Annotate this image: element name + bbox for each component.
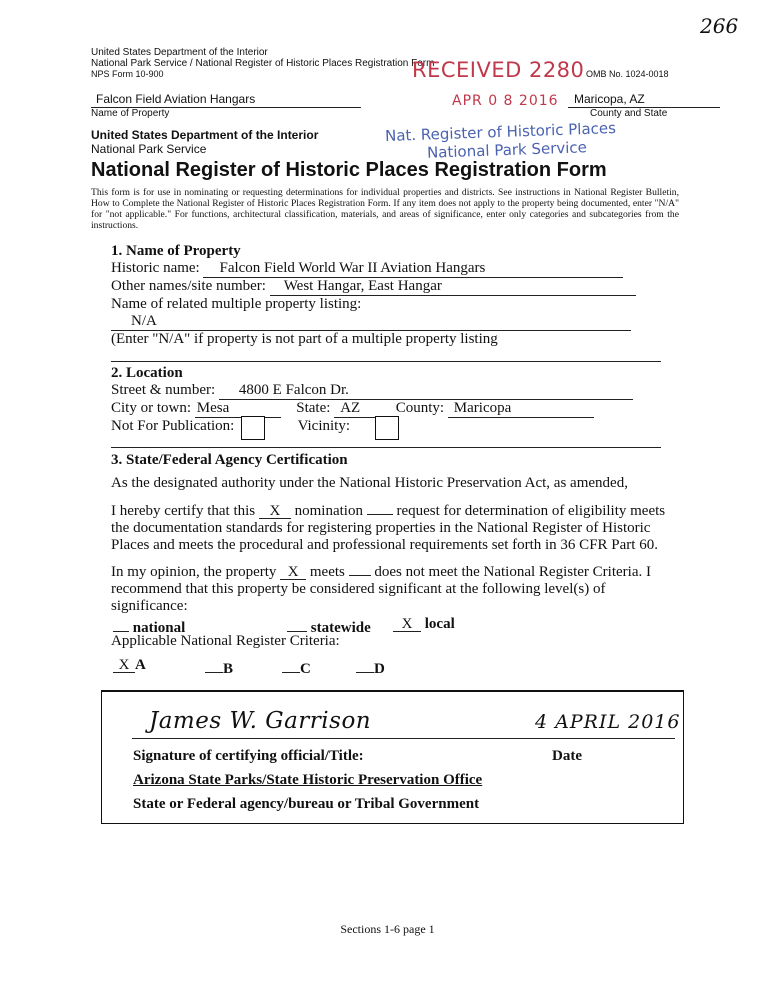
header-form-line: National Park Service / National Register of Historic Places Registration Form: [91, 58, 435, 69]
opinion-paragraph: [111, 560, 671, 615]
signature-label: Signature of certifying official/Title:: [133, 748, 364, 764]
opinion-text-rest1: recommend that this property be considered significant at the following level(s) of: [111, 581, 606, 597]
cert-text-b: nomination: [294, 503, 363, 519]
county-value: Maricopa: [448, 400, 594, 418]
meets-mark: X: [280, 564, 306, 580]
property-name-value: Falcon Field Aviation Hangars: [96, 92, 256, 106]
level-national: national: [132, 620, 186, 636]
criteria-c-blank: [282, 657, 300, 673]
other-names-value: West Hangar, East Hangar: [270, 278, 636, 296]
intro-text: This form is for use in nominating or requesting determinations for individual properties and districts. See instructions in National Register Bulletin, How to Complete the National Register of Historic Places Registration Form. If any item does not apply to the property being documented, enter "N/A" for "not applicable." For functions, architectural classification, materials, and areas of significance, enter only categories and subcategories from the instructions.: [91, 187, 679, 231]
section-3: [111, 452, 671, 615]
level-local: local: [424, 616, 455, 632]
criteria-a-mark: X: [113, 657, 135, 673]
cert-text-rest: the documentation standards for registering properties in the National Register of Historic Places and meets the procedural and professional requirements set forth in 36 CFR Part 60.: [111, 520, 658, 553]
statewide-blank: [287, 616, 307, 632]
state-value: AZ: [334, 400, 382, 418]
related-listing-note: (Enter "N/A" if property is not part of a multiple property listing: [111, 331, 498, 347]
related-listing-label: Name of related multiple property listing:: [111, 296, 362, 312]
opinion-text-a: In my opinion, the property: [111, 564, 277, 580]
criteria-b: B: [223, 661, 234, 677]
levels-row: [111, 616, 671, 634]
property-name-label: Name of Property: [91, 108, 170, 119]
request-blank: [367, 499, 393, 515]
city-value: Mesa: [195, 400, 281, 418]
street-value: 4800 E Falcon Dr.: [219, 382, 633, 400]
cert-text-c: request for determination of eligibility meets: [396, 503, 666, 519]
historic-name-value: Falcon Field World War II Aviation Hangars: [203, 260, 623, 278]
certification-paragraph: [111, 499, 671, 554]
criteria-label: Applicable National Register Criteria:: [111, 633, 340, 649]
vicinity-label: Vicinity:: [297, 418, 351, 434]
office-name: Arizona State Parks/State Historic Preservation Office: [133, 772, 483, 788]
section-3-heading: 3. State/Federal Agency Certification: [111, 452, 348, 468]
agency-line-1: United States Department of the Interior: [91, 128, 319, 142]
header-dept: United States Department of the Interior: [91, 47, 268, 58]
criteria-b-blank: [205, 657, 223, 673]
criteria-d-blank: [356, 657, 374, 673]
section-1: [111, 243, 671, 348]
certification-authority: As the designated authority under the National Historic Preservation Act, as amended,: [111, 475, 628, 491]
county-label: County:: [395, 400, 445, 416]
not-for-publication-label: Not For Publication:: [111, 418, 235, 434]
related-listing-value: N/A: [111, 313, 631, 331]
omb-number: OMB No. 1024-0018: [586, 69, 669, 79]
related-listing-row: [111, 313, 671, 331]
criteria-row: [111, 657, 411, 675]
date-stamp: APR 0 8 2016: [452, 93, 559, 109]
historic-name-row: [111, 260, 671, 278]
page-footer: Sections 1-6 page 1: [340, 922, 435, 936]
does-not-meet-blank: [349, 560, 371, 576]
section-2-divider: [111, 447, 661, 448]
county-state-value: Maricopa, AZ: [574, 92, 645, 106]
other-names-row: [111, 278, 671, 296]
agency-line-2: National Park Service: [91, 142, 207, 156]
not-for-publication-checkbox[interactable]: [241, 416, 265, 440]
local-mark: X: [393, 616, 421, 632]
cert-text-a: I hereby certify that this: [111, 503, 256, 519]
section-1-divider: [111, 361, 661, 362]
signature-line: [132, 738, 675, 739]
page-number-handwritten: 266: [700, 14, 739, 38]
section-1-heading: 1. Name of Property: [111, 243, 241, 259]
header-form-number: NPS Form 10-900: [91, 69, 164, 79]
level-statewide: statewide: [310, 620, 371, 636]
date-label: Date: [552, 748, 582, 764]
vicinity-checkbox[interactable]: [375, 416, 399, 440]
opinion-text-c: does not meet the National Register Criteria. I: [374, 564, 651, 580]
opinion-text-b: meets: [309, 564, 345, 580]
nat-register-stamp-2: National Park Service: [426, 138, 588, 162]
signature: James W. Garrison: [149, 708, 372, 734]
other-names-label: Other names/site number:: [111, 278, 266, 294]
section-2-heading: 2. Location: [111, 365, 183, 381]
nat-register-stamp-1: Nat. Register of Historic Places: [384, 118, 617, 146]
city-label: City or town:: [111, 400, 192, 416]
received-stamp: RECEIVED 2280: [412, 58, 585, 82]
opinion-text-rest2: significance:: [111, 598, 188, 614]
signature-date: 4 APRIL 2016: [535, 711, 681, 733]
nomination-mark: X: [259, 503, 291, 519]
street-label: Street & number:: [111, 382, 216, 398]
form-title: National Register of Historic Places Registration Form: [91, 159, 607, 181]
state-label: State:: [296, 400, 331, 416]
national-blank: [113, 616, 129, 632]
agency-label: State or Federal agency/bureau or Tribal Government: [133, 796, 480, 812]
criteria-c: C: [300, 661, 311, 677]
county-state-label: County and State: [590, 108, 668, 119]
criteria-d: D: [374, 661, 385, 677]
street-row: [111, 382, 671, 400]
criteria-a: A: [135, 657, 146, 673]
historic-name-label: Historic name:: [111, 260, 200, 276]
